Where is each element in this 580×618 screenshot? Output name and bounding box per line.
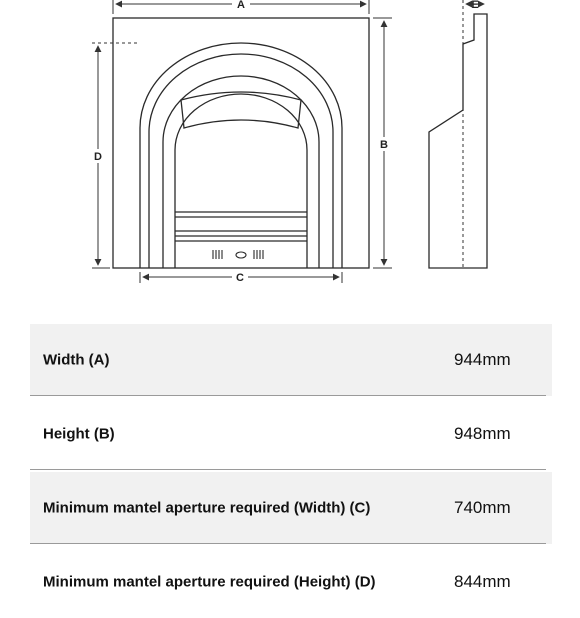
spec-label: Minimum mantel aperture required (Height) (D) bbox=[43, 573, 376, 591]
arch-inner bbox=[163, 76, 319, 268]
spec-value: 944mm bbox=[454, 350, 511, 369]
spec-row-width bbox=[30, 324, 552, 396]
row-divider bbox=[30, 395, 546, 396]
dimension-label-c: C bbox=[236, 272, 244, 284]
dimension-label-a: A bbox=[237, 0, 245, 11]
spec-value: 948mm bbox=[454, 424, 511, 443]
spec-value: 844mm bbox=[454, 572, 511, 591]
canopy bbox=[181, 92, 301, 128]
dimension-label-e: E bbox=[471, 0, 479, 11]
dimension-label-d: D bbox=[94, 151, 102, 163]
spec-value: 740mm bbox=[454, 498, 511, 517]
dimension-label-b: B bbox=[380, 139, 388, 151]
spec-label: Width (A) bbox=[43, 351, 110, 369]
side-profile-outline bbox=[429, 14, 487, 268]
spec-row-aperture-width bbox=[30, 472, 552, 544]
row-divider bbox=[30, 469, 546, 470]
spec-row-height bbox=[30, 398, 552, 470]
spec-label: Height (B) bbox=[43, 425, 115, 443]
arch-outer bbox=[140, 43, 342, 268]
fireplace-dimension-diagram bbox=[0, 0, 580, 300]
row-divider bbox=[30, 543, 546, 544]
ashpan-vent bbox=[213, 250, 263, 259]
spec-row-aperture-height bbox=[30, 546, 552, 618]
spec-label: Minimum mantel aperture required (Width) (C) bbox=[43, 499, 371, 517]
